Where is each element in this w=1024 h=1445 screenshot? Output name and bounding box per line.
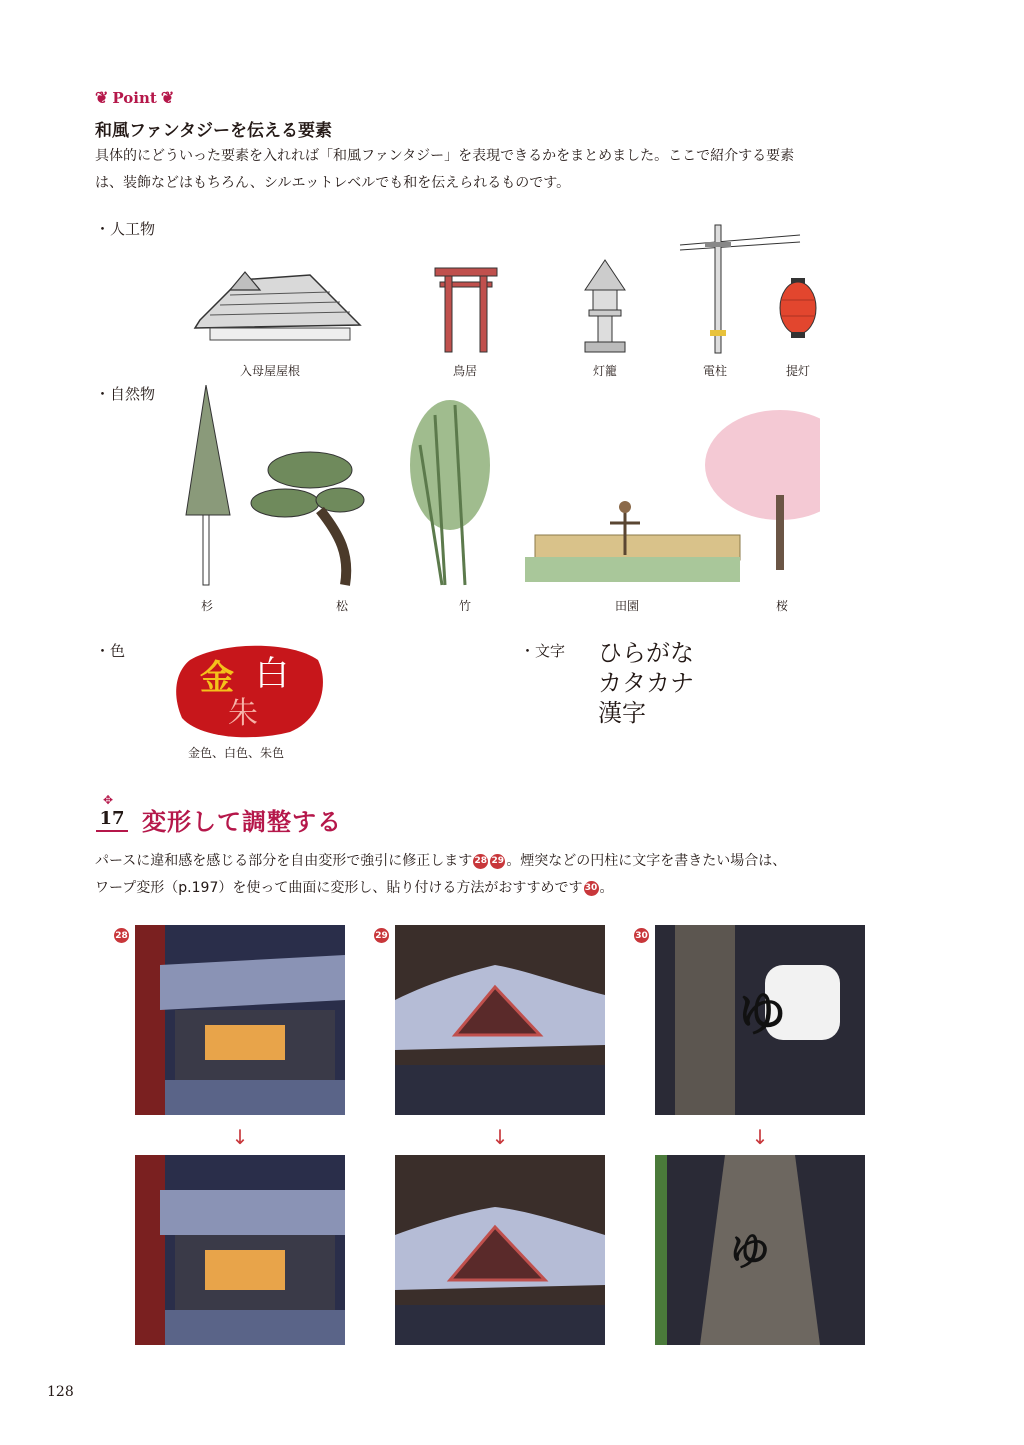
section-body-line2 [95,875,935,902]
caption-bamboo: 竹 [458,599,471,613]
caption-irimoya: 入母屋屋根 [239,364,300,378]
white-glyph: 白 [255,654,289,694]
natural-label: ・自然物 [95,385,156,403]
point-body [95,143,935,197]
page-number: 128 [47,1384,74,1400]
letters-hiragana: ひらがな [598,639,694,667]
stone-lantern-illustration [585,260,625,352]
arrow-28-icon: ↓ [231,1125,249,1149]
point-tag [95,88,174,107]
figure-29-before [395,925,605,1115]
utility-pole-illustration [680,225,800,353]
torii-illustration [435,268,497,352]
point-body-line1: 具体的にどういった要素を入れれば「和風ファンタジー」を表現できるかをまとめました。ここで紹介する要素 [95,148,795,164]
point-heading: 和風ファンタジーを伝える要素 [95,121,332,141]
caption-cedar: 杉 [200,599,213,613]
cedar-illustration [186,385,230,585]
letters-katakana: カタカナ [598,669,694,697]
badge-29: 29 [490,854,505,869]
section-body-text: ワープ変形（p.197）を使って曲面に変形し、貼り付ける方法がおすすめです [95,880,583,896]
rice-field-illustration [525,501,740,582]
glyph-after: ゆ [727,1229,773,1275]
caption-pole: 電柱 [702,364,727,378]
caption-pine: 松 [335,599,348,613]
badge-28: 28 [473,854,488,869]
section-body [95,848,935,902]
letters-kanji: 漢字 [598,699,646,727]
caption-cherry: 桜 [775,599,788,613]
glyph-before: ゆ [738,986,787,1042]
vermilion-glyph: 朱 [228,696,258,731]
color-label: ・色 [95,642,126,660]
badge-30: 30 [584,881,599,896]
section-title: 変形して調整する [142,808,342,836]
section-body-text: 。 [599,880,614,896]
pine-illustration [251,452,364,585]
section-ornament-icon: ✥ [103,793,114,807]
color-caption: 金色、白色、朱色 [188,746,285,760]
figure-28-after [135,1155,345,1345]
gold-glyph: 金 [200,658,234,698]
irimoya-roof-illustration [195,272,360,340]
arrow-30-icon: ↓ [751,1125,769,1149]
artificial-label: ・人工物 [95,220,156,238]
figure-label-28: 28 [114,928,129,943]
letters-label: ・文字 [520,642,566,660]
section-body-text: パースに違和感を感じる部分を自由変形で強引に修正します [95,853,473,869]
figure-label-29: 29 [374,928,389,943]
section-body-line1 [95,848,935,875]
caption-lantern: 灯籠 [592,364,617,378]
right-ornament-icon: ❦ [160,88,175,107]
artificial-illustrations [180,220,840,360]
caption-rice-field: 田園 [614,599,639,613]
bamboo-illustration [410,400,490,585]
section-number-underline [96,830,128,832]
figure-29-after [395,1155,605,1345]
caption-torii: 鳥居 [452,364,477,378]
arrow-29-icon: ↓ [491,1125,509,1149]
figure-28-before [135,925,345,1115]
point-body-line2: は、装飾などはもちろん、シルエットレベルでも和を伝えられるものです。 [95,175,571,191]
natural-illustrations [180,385,820,595]
caption-chochin: 提灯 [785,364,810,378]
paper-lantern-illustration [780,278,816,338]
section-body-text: 。煙突などの円柱に文字を書きたい場合は、 [506,853,787,869]
point-label: Point [112,88,157,107]
left-ornament-icon: ❦ [95,88,109,107]
figure-label-30: 30 [634,928,649,943]
section-number: 17 [99,808,125,829]
